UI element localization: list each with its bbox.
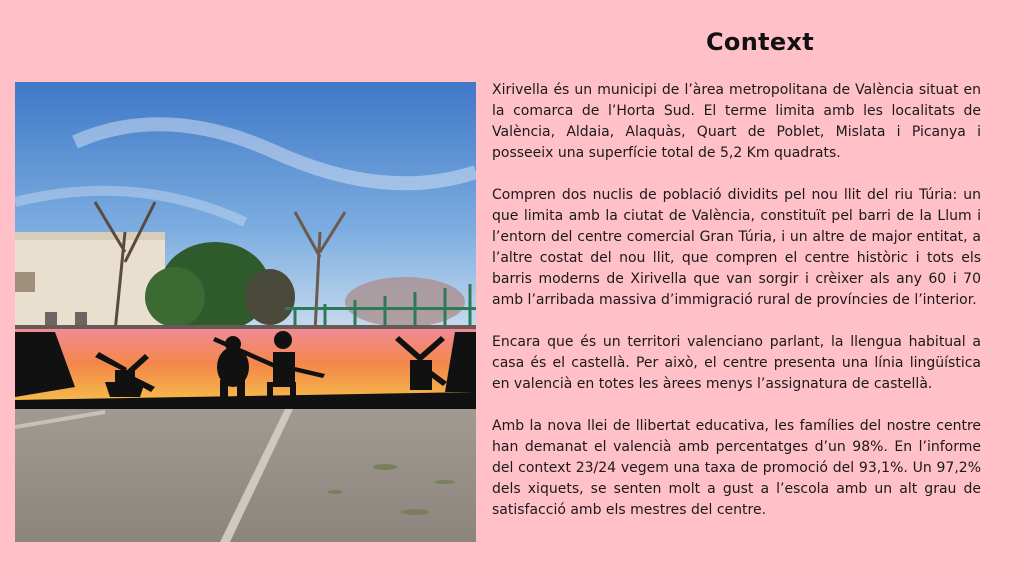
mural-photo: [15, 82, 476, 542]
paragraph-population: Compren dos nuclis de població dividits pel nou llit del riu Túria: un que limita amb la ciutat de València, constituït pel barri de la Llum i l’entorn del centre comercial Gran Túria, i un altre de major entitat, a l’altre costat del nou llit, que compren el centre històric i tots els barris moderns de Xirivella que van sorgir i crèixer als any 60 i 70 amb l’arribada massiva d’immigració rural de províncies de l’interior.: [492, 187, 981, 308]
slide-title: Context: [706, 28, 814, 56]
paragraph-statistics: Amb la nova llei de llibertat educativa, les famílies del nostre centre han demanat el valencià amb percentatges d’un 98%. En l’informe del context 23/24 vegem una taxa de promoció del 93,1%. Un 97,2% dels xiquets, se senten molt a gust a l’escola amb un alt grau de satisfacció amb els mestres del centre.: [492, 418, 981, 518]
paragraph-location: Xirivella és un municipi de l’àrea metropolitana de València situat en la comarca de l’Horta Sud. El terme limita amb les localitats de València, Aldaia, Alaquàs, Quart de Poblet, Mislata i Picanya i posseeix una superfície total de 5,2 Km quadrats.: [492, 82, 981, 161]
paragraph-language: Encara que és un territori valenciano parlant, la llengua habitual a casa és el castellà. Per això, el centre presenta una línia lingüística en valencià en totes les àrees menys l’assignatura de castellà.: [492, 334, 981, 392]
context-text: [492, 80, 981, 542]
